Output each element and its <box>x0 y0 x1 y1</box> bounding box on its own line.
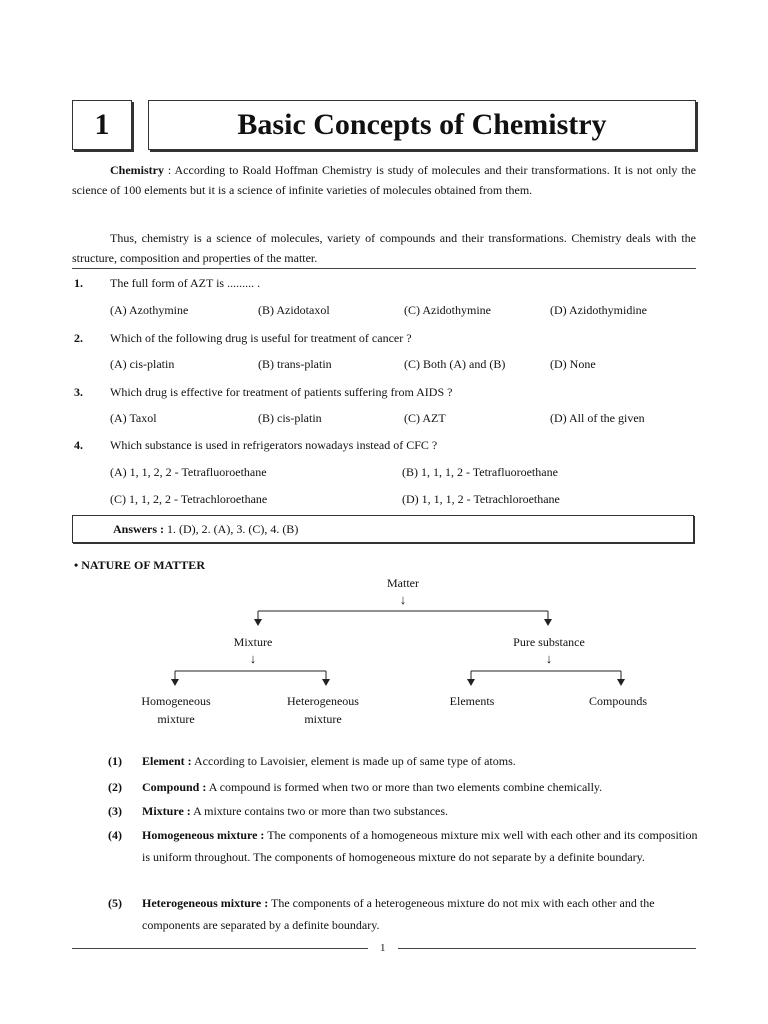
definition-4-text: The components of a homogeneous mixture mix well with each other and its composition is uniform throughout. The components of homogeneous mixture do not separate by a definite boundary. <box>142 828 698 864</box>
question-4-option-a: (A) 1, 1, 2, 2 - Tetrafluoroethane <box>110 465 267 479</box>
definition-1-term: Element : <box>142 754 192 768</box>
question-1-option-b: (B) Azidotaxol <box>258 303 330 317</box>
definition-4-term: Homogeneous mixture : <box>142 828 265 842</box>
intro-paragraph-1-text: : According to Roald Hoffman Chemistry is study of molecules and their transformations. It is not only the science of 100 elements but it is a science of infinite varieties of molecules obtained from them. <box>72 163 696 197</box>
question-3-option-a: (A) Taxol <box>110 411 157 425</box>
question-2-text: Which of the following drug is useful for treatment of cancer ? <box>110 331 412 345</box>
definition-5-number: (5) <box>108 896 122 910</box>
definition-2 <box>142 776 698 798</box>
tree-node-matter: Matter <box>387 576 419 590</box>
answers-label: Answers : <box>113 522 164 536</box>
question-2-number: 2. <box>74 331 83 345</box>
footer-rule-left <box>72 948 368 949</box>
question-3-option-c: (C) AZT <box>404 411 446 425</box>
definition-5-text: The components of a heterogeneous mixture do not mix with each other and the components are separated by a definite boundary. <box>142 896 655 932</box>
down-arrow-icon: ↓ <box>399 592 407 607</box>
definition-4 <box>142 824 698 868</box>
definition-5 <box>142 892 698 936</box>
chemistry-term: Chemistry <box>110 163 164 177</box>
tree-node-heterogeneous-line1: Heterogeneous <box>287 694 359 708</box>
down-arrow-icon: ↓ <box>249 651 257 666</box>
tree-node-compounds: Compounds <box>588 694 648 708</box>
definition-3-number: (3) <box>108 804 122 818</box>
question-3-option-d: (D) All of the given <box>550 411 645 425</box>
question-4-option-d: (D) 1, 1, 1, 2 - Tetrachloroethane <box>402 492 560 506</box>
definition-4-number: (4) <box>108 828 122 842</box>
page-title: Basic Concepts of Chemistry <box>148 100 696 150</box>
question-4-text: Which substance is used in refrigerators nowadays instead of CFC ? <box>110 438 438 452</box>
question-3-number: 3. <box>74 385 83 399</box>
question-2-option-c: (C) Both (A) and (B) <box>404 357 506 371</box>
section-heading: • NATURE OF MATTER <box>74 558 205 572</box>
intro-paragraph-2: Thus, chemistry is a science of molecules, variety of compounds and their transformations. Chemistry deals with the structure, composition and properties of the matter. <box>72 231 696 265</box>
definition-1-number: (1) <box>108 754 122 768</box>
tree-node-pure-substance: Pure substance <box>513 635 585 649</box>
tree-node-homogeneous-line2: mixture <box>157 712 195 726</box>
tree-node-mixture: Mixture <box>233 635 273 649</box>
definition-2-text: A compound is formed when two or more than two elements combine chemically. <box>206 780 603 794</box>
question-4-option-c: (C) 1, 1, 2, 2 - Tetrachloroethane <box>110 492 268 506</box>
question-1-option-c: (C) Azidothymine <box>404 303 491 317</box>
tree-node-homogeneous-line1: Homogeneous <box>141 694 211 708</box>
question-1-option-a: (A) Azothymine <box>110 303 189 317</box>
chapter-number: 1 <box>72 100 132 150</box>
tree-node-heterogeneous-line2: mixture <box>304 712 342 726</box>
question-1-number: 1. <box>74 276 83 290</box>
footer-rule-right <box>398 948 696 949</box>
definition-1 <box>142 750 698 772</box>
definition-3-term: Mixture : <box>142 804 191 818</box>
question-2-option-d: (D) None <box>550 357 596 371</box>
definition-1-text: According to Lavoisier, element is made up of same type of atoms. <box>191 754 516 768</box>
question-3-option-b: (B) cis-platin <box>258 411 322 425</box>
question-3-text: Which drug is effective for treatment of patients suffering from AIDS ? <box>110 385 453 399</box>
question-1-option-d: (D) Azidothymidine <box>550 303 647 317</box>
definition-5-term: Heterogeneous mixture : <box>142 896 269 910</box>
answers-text: 1. (D), 2. (A), 3. (C), 4. (B) <box>164 522 299 536</box>
definition-2-term: Compound : <box>142 780 207 794</box>
question-2-option-b: (B) trans-platin <box>258 357 332 371</box>
down-arrow-icon: ↓ <box>545 651 553 666</box>
question-1-text: The full form of AZT is ......... . <box>110 276 261 290</box>
tree-node-elements: Elements <box>449 694 495 708</box>
question-4-option-b: (B) 1, 1, 1, 2 - Tetrafluoroethane <box>402 465 558 479</box>
definition-2-number: (2) <box>108 780 122 794</box>
page-number: 1 <box>380 942 386 954</box>
definition-3 <box>142 800 698 822</box>
definition-3-text: A mixture contains two or more than two substances. <box>190 804 449 818</box>
question-2-option-a: (A) cis-platin <box>110 357 175 371</box>
question-4-number: 4. <box>74 438 83 452</box>
